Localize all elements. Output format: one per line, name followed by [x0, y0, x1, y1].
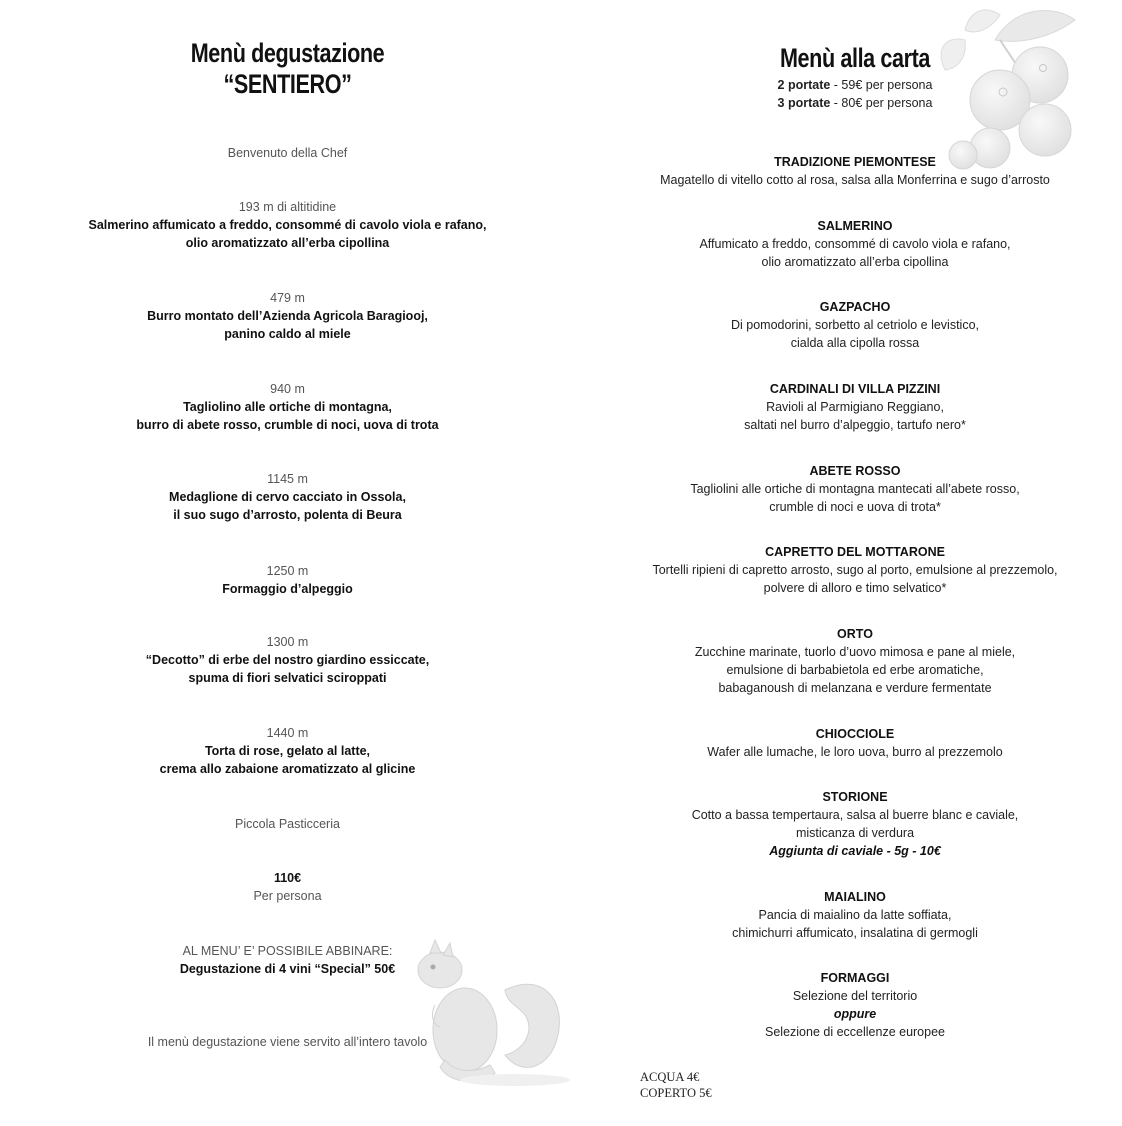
- price-three-courses-value: - 80€ per persona: [830, 96, 933, 111]
- tasting-menu-title: Menù degustazione: [190, 38, 385, 68]
- dish-item: [620, 462, 1090, 516]
- tasting-price-note: Per persona: [253, 889, 322, 903]
- dish-item: [620, 217, 1090, 271]
- course-description: Torta di rose, gelato al latte,: [204, 744, 371, 758]
- course-description: “Decotto” di erbe del nostro giardino essiccate,: [145, 653, 430, 667]
- dish-name: TRADIZIONE PIEMONTESE: [774, 155, 936, 169]
- dish-item: [620, 888, 1090, 942]
- dish-item: [620, 625, 1090, 697]
- course-description: olio aromatizzato all’erba cipollina: [185, 236, 390, 250]
- course-description: panino caldo al miele: [224, 327, 351, 341]
- dish-description: olio aromatizzato all’erba cipollina: [761, 255, 949, 269]
- dish-description: Cotto a bassa tempertaura, salsa al buerre blanc e caviale,: [691, 808, 1019, 822]
- dish-description: Di pomodorini, sorbetto al cetriolo e levistico,: [730, 318, 980, 332]
- dish-description: Tagliolini alle ortiche di montagna mantecati all’abete rosso,: [690, 482, 1020, 496]
- pastry-course: Piccola Pasticceria: [235, 817, 340, 831]
- extras-footer: [640, 1069, 712, 1101]
- dish-item: [620, 969, 1090, 1041]
- course-altitude: 479 m: [270, 291, 305, 305]
- dish-name: CAPRETTO DEL MOTTARONE: [765, 545, 945, 559]
- whole-table-note: Il menù degustazione viene servito all’intero tavolo: [147, 1035, 428, 1049]
- tasting-course: [60, 470, 515, 524]
- wine-pairing: [60, 942, 515, 978]
- dish-name: CARDINALI DI VILLA PIZZINI: [769, 382, 941, 396]
- dish-alternative-separator: oppure: [833, 1007, 877, 1021]
- chef-welcome: Benvenuto della Chef: [227, 146, 348, 160]
- dish-extra-option: Aggiunta di caviale - 5g - 10€: [769, 844, 941, 858]
- dish-item: [620, 298, 1090, 352]
- dish-name: STORIONE: [822, 790, 888, 804]
- course-description: spuma di fiori selvatici sciroppati: [188, 671, 387, 685]
- dish-description: chimichurri affumicato, insalatina di germogli: [732, 926, 978, 940]
- dish-description: emulsione di barbabietola ed erbe aromatiche,: [726, 663, 984, 677]
- dish-item: [620, 543, 1090, 597]
- course-altitude: 193 m di altitidine: [238, 200, 337, 214]
- course-description: Tagliolino alle ortiche di montagna,: [183, 400, 392, 414]
- wine-pairing-heading: AL MENU’ E’ POSSIBILE ABBINARE:: [182, 944, 393, 958]
- price-two-courses: [620, 76, 1090, 94]
- course-description: Formaggio d’alpeggio: [222, 582, 353, 596]
- water-price: ACQUA 4€: [640, 1070, 700, 1084]
- dish-description: Selezione del territorio: [792, 989, 918, 1003]
- wine-pairing-offer: Degustazione di 4 vini “Special” 50€: [179, 962, 396, 976]
- dish-description: Wafer alle lumache, le loro uova, burro al prezzemolo: [707, 745, 1003, 759]
- dish-description: Selezione di eccellenze europee: [765, 1025, 945, 1039]
- tasting-course: [60, 380, 515, 434]
- dish-name: ABETE ROSSO: [809, 464, 901, 478]
- dish-item: [620, 153, 1090, 189]
- dish-description: polvere di alloro e timo selvatico*: [763, 581, 947, 595]
- dish-description: misticanza di verdura: [795, 826, 915, 840]
- course-altitude: 1250 m: [266, 564, 309, 578]
- cover-charge: COPERTO 5€: [640, 1086, 712, 1100]
- dish-name: CHIOCCIOLE: [815, 727, 895, 741]
- course-description: crema allo zabaione aromatizzato al glicine: [159, 762, 416, 776]
- tasting-course: [60, 562, 515, 598]
- tasting-price: 110€: [273, 871, 302, 885]
- dish-name: SALMERINO: [817, 219, 893, 233]
- dish-description: saltati nel burro d’alpeggio, tartufo nero*: [744, 418, 966, 432]
- course-altitude: 1300 m: [266, 635, 309, 649]
- course-description: Medaglione di cervo cacciato in Ossola,: [169, 490, 406, 504]
- course-altitude: 940 m: [270, 382, 305, 396]
- dish-description: Ravioli al Parmigiano Reggiano,: [766, 400, 944, 414]
- dish-description: Pancia di maialino da latte soffiata,: [758, 908, 952, 922]
- price-three-courses: [620, 94, 1090, 112]
- dish-description: Tortelli ripieni di capretto arrosto, sugo al porto, emulsione al prezzemolo,: [652, 563, 1058, 577]
- tasting-price-block: [60, 869, 515, 905]
- dish-name: GAZPACHO: [819, 300, 891, 314]
- tasting-menu-section: [60, 38, 515, 100]
- dish-item: [620, 788, 1090, 860]
- course-altitude: 1145 m: [267, 472, 308, 486]
- tasting-menu-name: “SENTIERO”: [223, 69, 352, 100]
- dish-name: MAIALINO: [824, 890, 886, 904]
- course-altitude: 1440 m: [266, 726, 309, 740]
- course-description: il suo sugo d’arrosto, polenta di Beura: [173, 508, 402, 522]
- dish-description: Magatello di vitello cotto al rosa, salsa alla Monferrina e sugo d’arrosto: [660, 173, 1050, 187]
- dish-description: Zucchine marinate, tuorlo d’uovo mimosa e pane al miele,: [694, 645, 1016, 659]
- dish-item: [620, 725, 1090, 761]
- dish-description: babaganoush di melanzana e verdure fermentate: [718, 681, 992, 695]
- tasting-course: [60, 724, 515, 778]
- course-description: Burro montato dell’Azienda Agricola Baragiooj,: [147, 309, 428, 323]
- price-two-courses-value: - 59€ per persona: [830, 78, 933, 93]
- dish-description: Affumicato a freddo, consommé di cavolo viola e rafano,: [699, 237, 1011, 251]
- tasting-course: [60, 633, 515, 687]
- dish-description: cialda alla cipolla rossa: [790, 336, 920, 350]
- a-la-carte-header: [620, 43, 1090, 112]
- dish-description: crumble di noci e uova di trota*: [769, 500, 941, 514]
- a-la-carte-title: Menù alla carta: [779, 43, 931, 73]
- tasting-course: [60, 289, 515, 343]
- tasting-course: [60, 198, 515, 252]
- course-description: Salmerino affumicato a freddo, consommé di cavolo viola e rafano,: [88, 218, 487, 232]
- dish-name: ORTO: [837, 627, 873, 641]
- course-description: burro di abete rosso, crumble di noci, uova di trota: [136, 418, 439, 432]
- price-two-courses-label: 2 portate: [777, 78, 831, 93]
- dish-item: [620, 380, 1090, 434]
- price-three-courses-label: 3 portate: [777, 96, 831, 111]
- dish-name: FORMAGGI: [820, 971, 890, 985]
